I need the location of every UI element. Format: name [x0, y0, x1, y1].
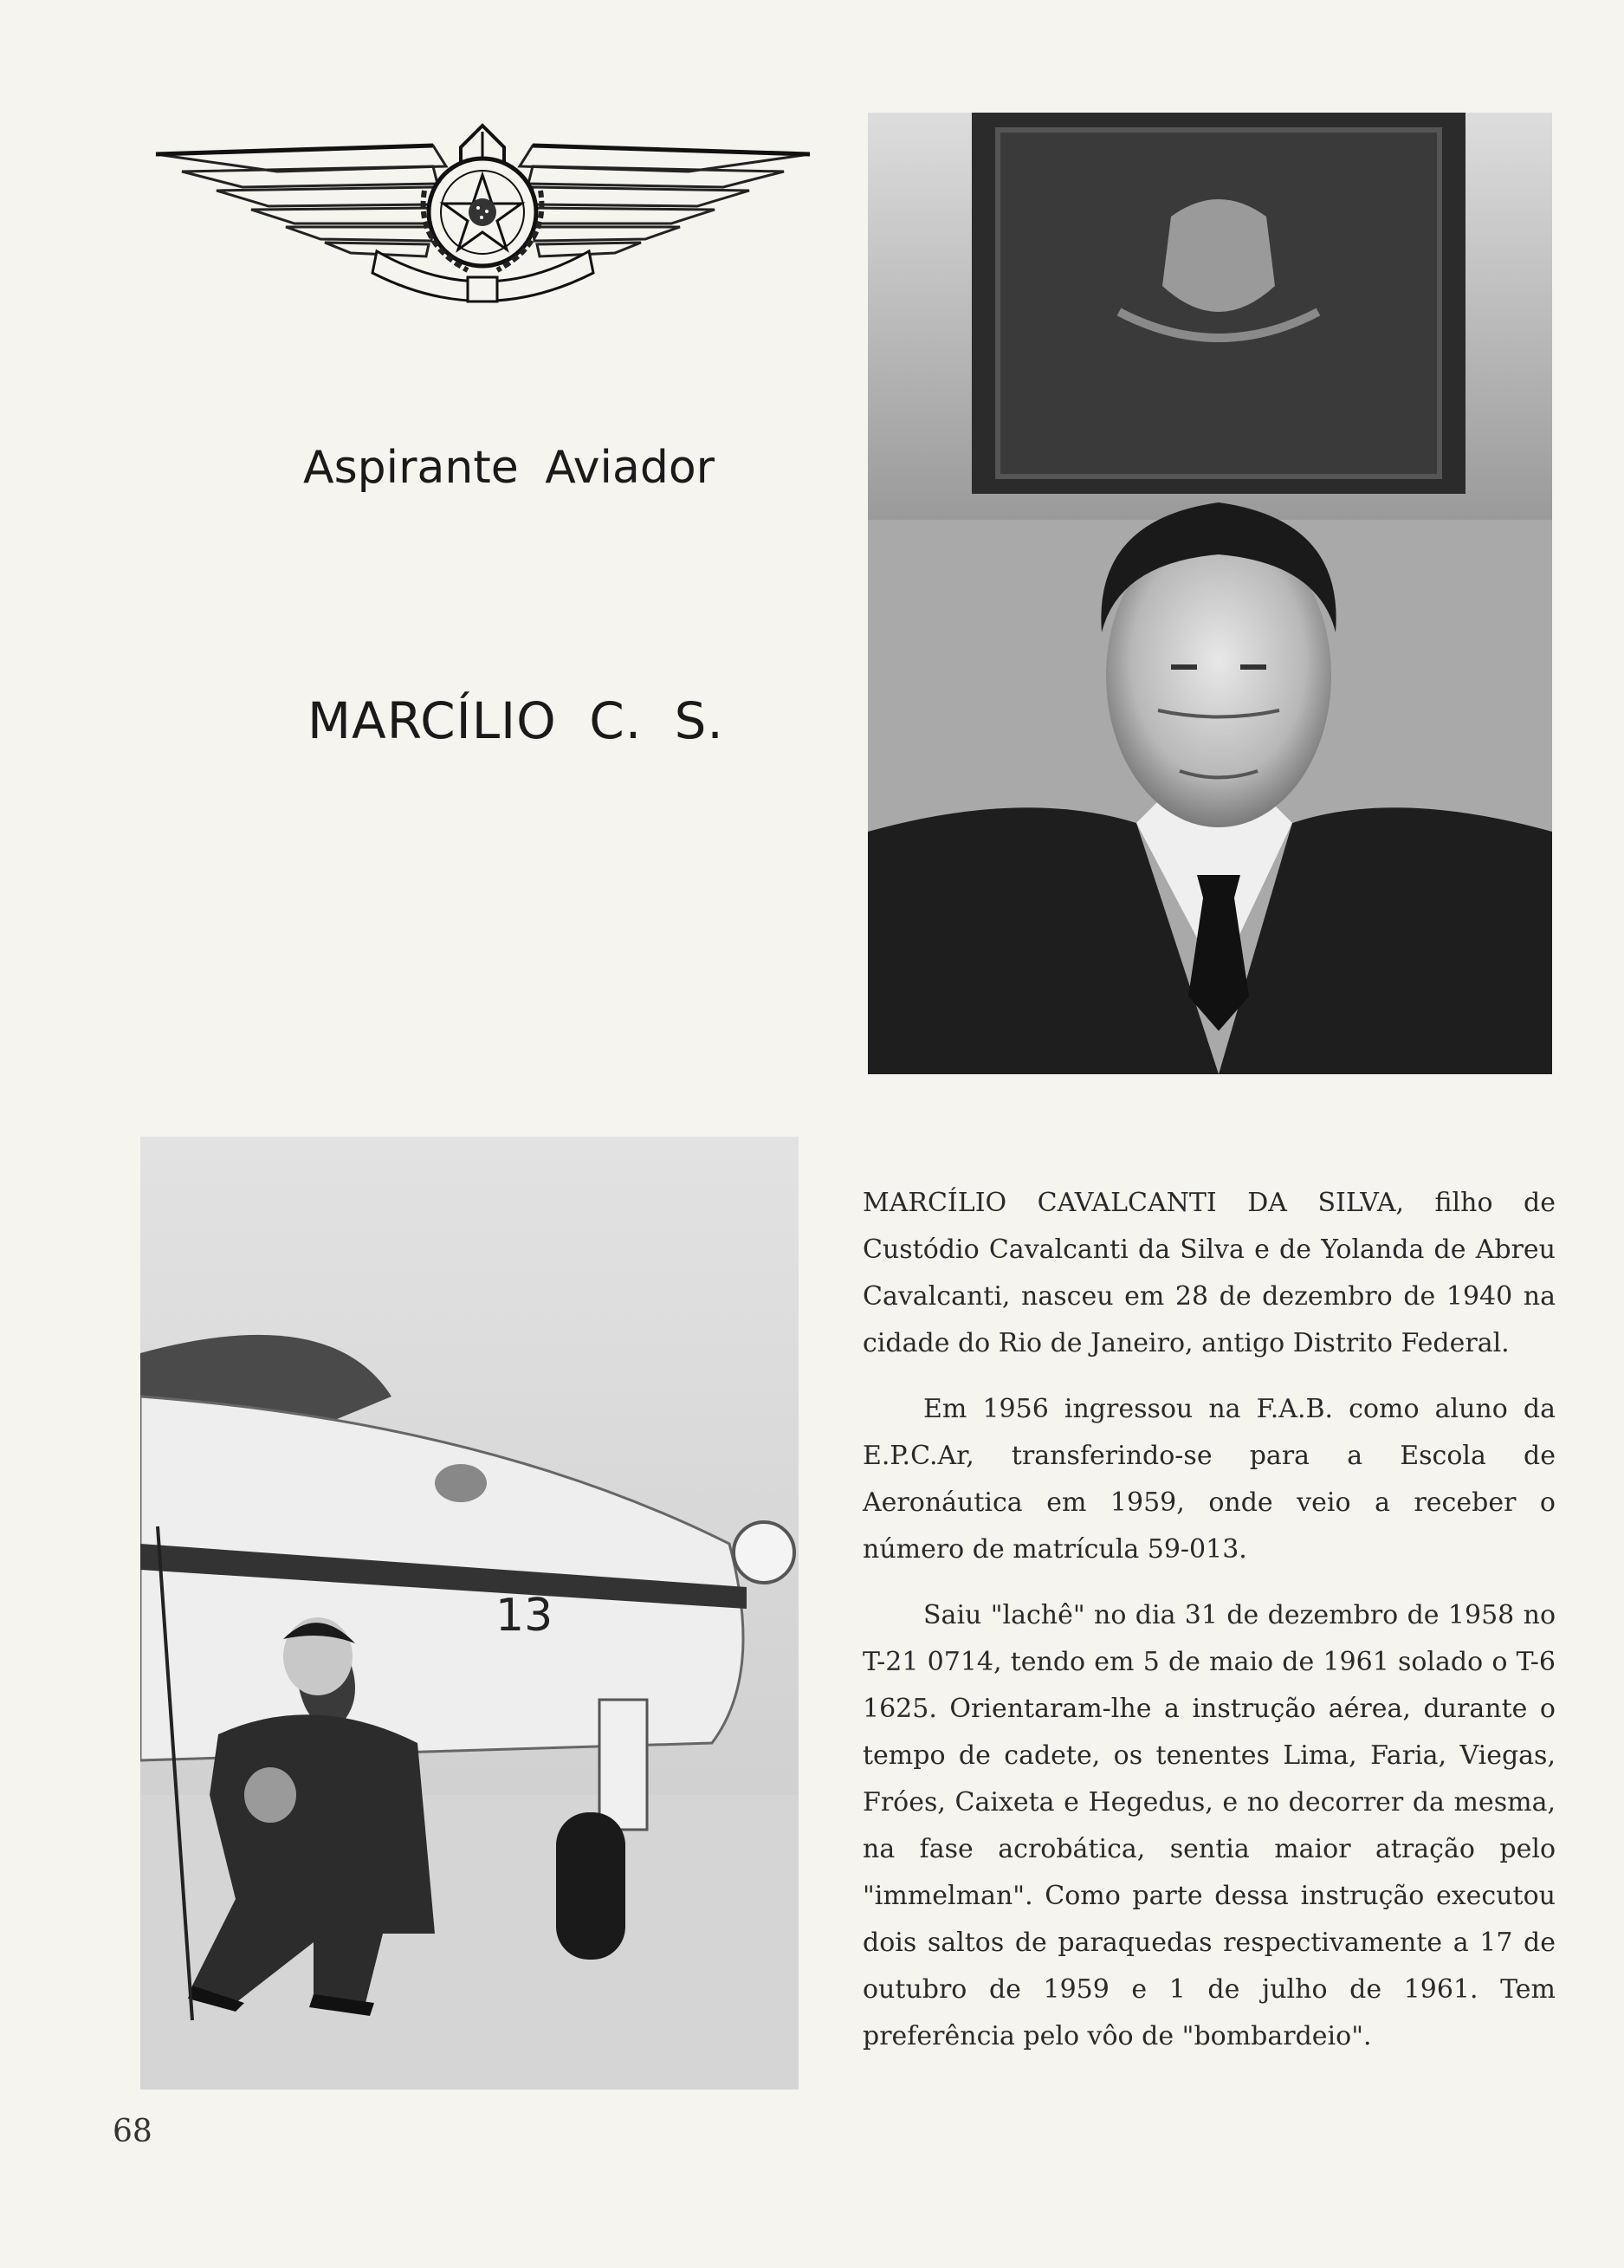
aircraft-number-label: 13	[495, 1590, 553, 1642]
air-force-wings-emblem-icon	[147, 121, 818, 316]
page-number: 68	[113, 2114, 152, 2149]
rank-title: Aspirante Aviador	[303, 442, 715, 494]
bio-paragraph: Saiu "lachê" no dia 31 de dezembro de 1958 no T-21 0714, tendo em 5 de maio de 1961 solado o T-6 1625. Orientaram-lhe a instrução aérea, durante o tempo de cadete, os tenentes Lima, Faria, Viegas, Fróes, Caixeta e Hegedus, e no decorrer da mesma, na fase acrobática, sentia maior atração pelo "immelman". Como parte dessa instrução executou dois saltos de paraquedas respectivamente a 17 de outubro de 1959 e 1 de julho de 1961. Tem preferência pelo vôo de "bombardeio".	[863, 1600, 1556, 2051]
cadet-with-jet-aircraft-photo	[140, 1137, 799, 2090]
biography-text	[863, 1180, 1556, 2079]
cadet-portrait-photo	[868, 113, 1552, 1074]
cadet-name-title: MARCÍLIO C. S.	[307, 691, 724, 750]
bio-paragraph: Em 1956 ingressou na F.A.B. como aluno da E.P.C.Ar, transferindo-se para a Escola de Aeronáutica em 1959, onde veio a receber o número de matrícula 59-013.	[863, 1394, 1556, 1565]
bio-paragraph: MARCÍLIO CAVALCANTI DA SILVA, filho de Custódio Cavalcanti da Silva e de Yolanda de Abreu Cavalcanti, nasceu em 28 de dezembro de 1940 na cidade do Rio de Janeiro, antigo Distrito Federal.	[863, 1188, 1556, 1358]
